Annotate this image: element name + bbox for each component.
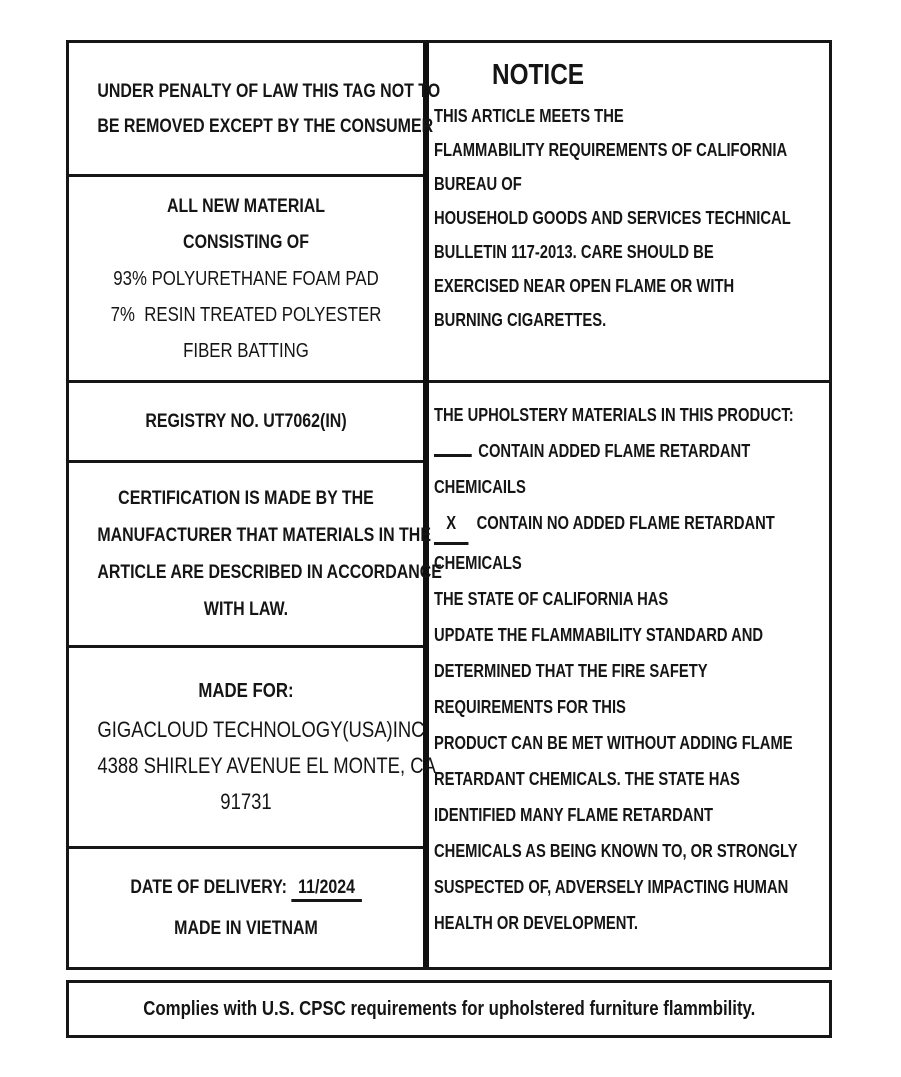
text-line: MANUFACTURER THAT MATERIALS IN THE <box>97 525 431 546</box>
text-line: BUREAU OF <box>434 174 522 194</box>
registry-section <box>69 383 423 463</box>
option-none-text: CONTAIN NO ADDED FLAME RETARDANT <box>476 513 775 533</box>
option-added-text: CONTAIN ADDED FLAME RETARDANT <box>478 441 751 461</box>
text-line: BULLETIN 117-2013. CARE SHOULD BE <box>434 242 714 262</box>
made-for-heading: MADE FOR: <box>198 679 294 702</box>
origin-line: MADE IN VIETNAM <box>174 918 318 939</box>
upholstery-title: THE UPHOLSTERY MATERIALS IN THIS PRODUCT: <box>434 405 794 425</box>
delivery-line <box>97 867 394 908</box>
text-line: BURNING CIGARETTES. <box>434 310 607 330</box>
registry-number: REGISTRY NO. UT7062(IN) <box>145 411 347 432</box>
notice-section <box>429 43 829 383</box>
right-column <box>429 43 829 967</box>
text-line: THIS ARTICLE MEETS THE <box>434 106 624 126</box>
text-line: SUSPECTED OF, ADVERSELY IMPACTING HUMAN <box>434 877 789 897</box>
text-line: WITH LAW. <box>203 599 289 620</box>
text-line: CHEMICALS AS BEING KNOWN TO, OR STRONGLY <box>434 841 798 861</box>
label-main-box <box>66 40 832 970</box>
option-none-wrap: CHEMICALS <box>434 553 522 573</box>
upholstery-section <box>429 383 829 967</box>
option-added-line <box>434 433 756 469</box>
penalty-section <box>69 43 441 177</box>
text-line: HEALTH OR DEVELOPMENT. <box>434 913 638 933</box>
x-mark: X <box>434 505 468 545</box>
text-line: 91731 <box>220 788 272 814</box>
text-line: IDENTIFIED MANY FLAME RETARDANT <box>434 805 714 825</box>
text-line: PRODUCT CAN BE MET WITHOUT ADDING FLAME <box>434 733 793 753</box>
left-column <box>69 43 442 967</box>
text-line: UNDER PENALTY OF LAW THIS TAG NOT TO <box>97 80 441 102</box>
text-line: CERTIFICATION IS MADE BY THE <box>118 488 374 509</box>
text-line: DETERMINED THAT THE FIRE SAFETY <box>434 661 708 681</box>
text-line: ARTICLE ARE DESCRIBED IN ACCORDANCE <box>97 562 442 583</box>
text-line: 93% POLYURETHANE FOAM PAD <box>113 267 379 290</box>
footer-text: Complies with U.S. CPSC requirements for upholstered furniture flammbility. <box>142 997 756 1020</box>
text-line: REQUIREMENTS FOR THIS <box>434 697 626 717</box>
option-none-line <box>434 505 775 545</box>
materials-items <box>69 261 423 369</box>
option-added-wrap: CHEMICAILS <box>434 477 526 497</box>
text-line: HOUSEHOLD GOODS AND SERVICES TECHNICAL <box>434 208 791 228</box>
notice-heading: NOTICE <box>492 59 585 91</box>
footer-bar <box>66 980 832 1038</box>
delivery-section <box>69 849 423 967</box>
text-line: CONSISTING OF <box>183 231 309 253</box>
text-line: BE REMOVED EXCEPT BY THE CONSUMER <box>97 115 434 137</box>
text-line: GIGACLOUD TECHNOLOGY(USA)INC <box>97 716 425 742</box>
materials-section <box>69 177 423 383</box>
text-line: FLAMMABILITY REQUIREMENTS OF CALIFORNIA <box>434 140 788 160</box>
certification-section <box>69 463 442 648</box>
text-line: RETARDANT CHEMICALS. THE STATE HAS <box>434 769 740 789</box>
blank-line <box>434 439 472 457</box>
made-for-section <box>69 648 436 849</box>
certification-text <box>69 480 442 628</box>
text-line: EXERCISED NEAR OPEN FLAME OR WITH <box>434 276 735 296</box>
notice-text <box>434 99 825 337</box>
text-line: UPDATE THE FLAMMABILITY STANDARD AND <box>434 625 764 645</box>
text-line: 7% RESIN TREATED POLYESTER <box>110 303 382 326</box>
text-line: 4388 SHIRLEY AVENUE EL MONTE, CA <box>97 752 436 778</box>
made-for-address <box>69 712 436 820</box>
delivery-date: 11/2024 <box>291 877 361 902</box>
text-line: FIBER BATTING <box>183 339 309 362</box>
text-line: ALL NEW MATERIAL <box>166 195 326 217</box>
penalty-text <box>69 74 441 144</box>
materials-heading <box>69 189 423 261</box>
delivery-label: DATE OF DELIVERY: <box>130 877 292 898</box>
text-line: THE STATE OF CALIFORNIA HAS <box>434 589 669 609</box>
upholstery-body <box>434 581 827 941</box>
